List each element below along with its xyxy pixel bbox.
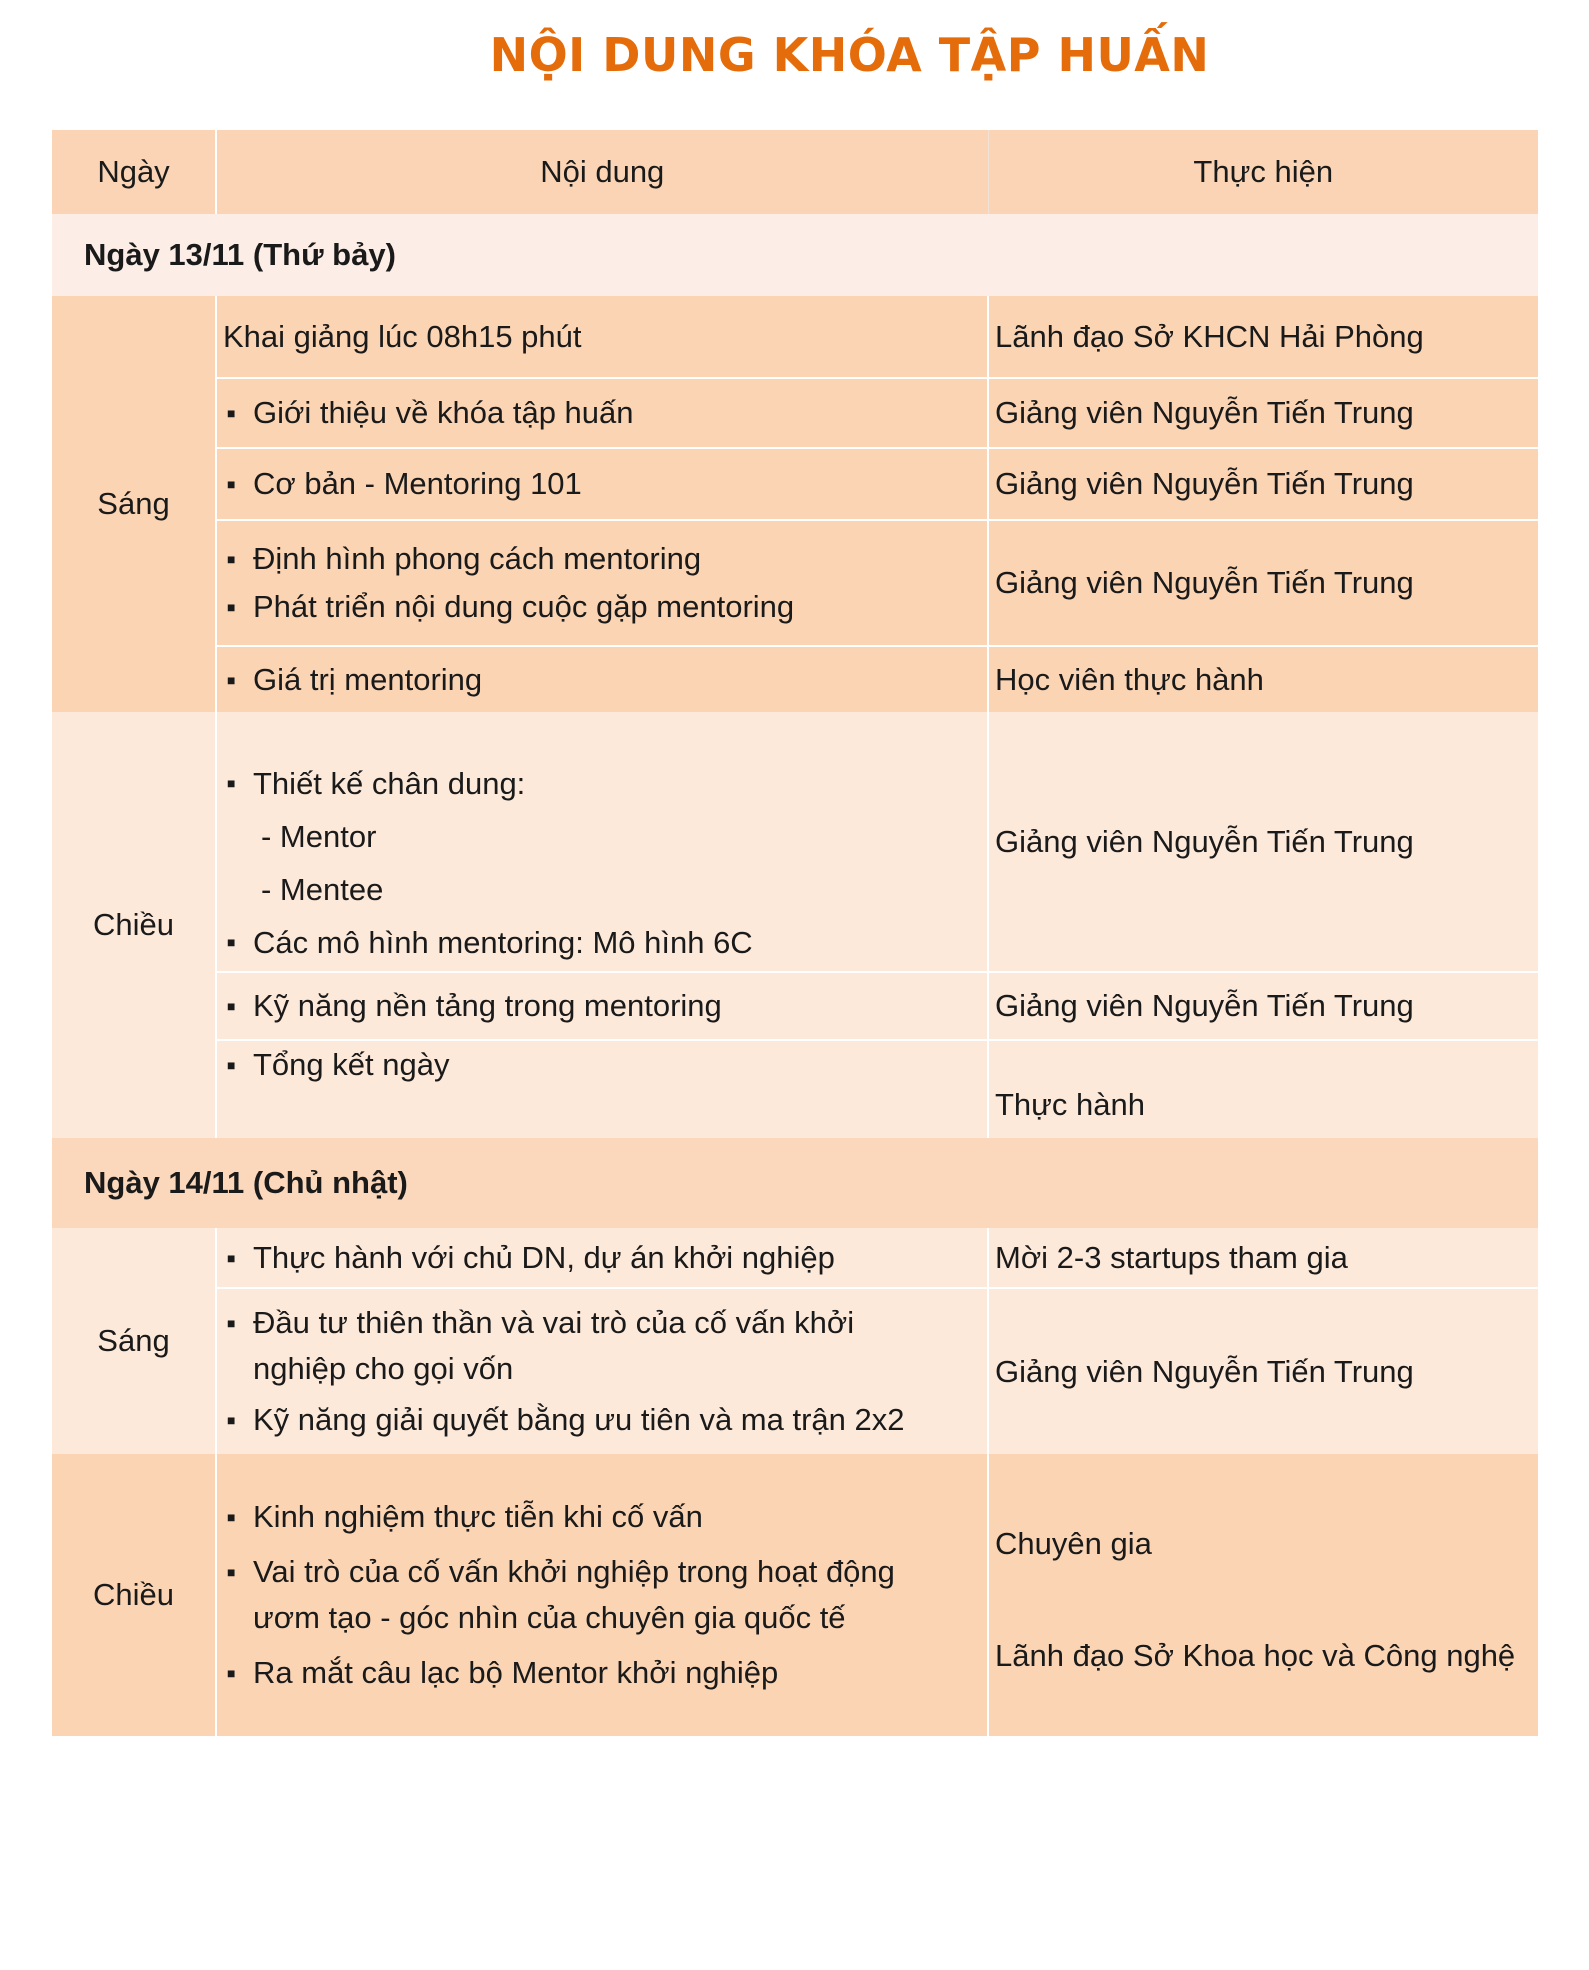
bullet-icon: ■ — [227, 934, 236, 950]
table-row — [52, 520, 1538, 646]
bullet-icon: ■ — [227, 1057, 236, 1073]
bullet-icon: ■ — [227, 599, 236, 615]
bullet-icon: ■ — [227, 1314, 236, 1331]
table-row — [52, 1454, 1538, 1736]
by-cell: Chuyên gia Lãnh đạo Sở Khoa học và Công nghệ — [988, 1454, 1538, 1736]
by-cell: Giảng viên Nguyễn Tiến Trung — [988, 520, 1538, 646]
by-cell: Mời 2-3 startups tham gia — [988, 1228, 1538, 1288]
content-cell: ■ Đầu tư thiên thần và vai trò của cố vấn khởi nghiệp cho gọi vốn ■ Kỹ năng giải quyết bằng ưu tiên và ma trận 2x2 — [216, 1288, 988, 1454]
bullet-icon: ■ — [227, 1249, 236, 1266]
by-cell: Giảng viên Nguyễn Tiến Trung — [988, 712, 1538, 972]
by-cell: Lãnh đạo Sở KHCN Hải Phòng — [988, 296, 1538, 378]
bullet-icon: ■ — [227, 1564, 236, 1580]
bullet-icon: ■ — [227, 671, 236, 688]
bullet-icon: ■ — [227, 1509, 236, 1525]
by-cell: Giảng viên Nguyễn Tiến Trung — [988, 972, 1538, 1040]
table-row — [52, 1228, 1538, 1288]
day-label: Ngày 13/11 (Thứ bảy) — [52, 214, 1538, 296]
content-cell: Khai giảng lúc 08h15 phút — [216, 296, 988, 378]
header-content: Nội dung — [216, 130, 988, 214]
page-title: NỘI DUNG KHÓA TẬP HUẤN — [489, 28, 1210, 82]
bullet-icon: ■ — [227, 775, 236, 791]
period-cell: Chiều — [52, 712, 216, 1138]
content-cell: ■ Kinh nghiệm thực tiễn khi cố vấn ■ Vai trò của cố vấn khởi nghiệp trong hoạt động ươm tạo - góc nhìn của chuyên gia quốc tế ■ Ra mắt câu lạc bộ Mentor khởi nghiệp — [216, 1454, 988, 1736]
by-cell: Giảng viên Nguyễn Tiến Trung — [988, 1288, 1538, 1454]
by-cell: Giảng viên Nguyễn Tiến Trung — [988, 448, 1538, 520]
table-row — [52, 378, 1538, 448]
content-cell: ■ Kỹ năng nền tảng trong mentoring — [216, 972, 988, 1040]
content-cell: ■ Thiết kế chân dung: - Mentor - Mentee ■ Các mô hình mentoring: Mô hình 6C — [216, 712, 988, 972]
content-cell: ■ Thực hành với chủ DN, dự án khởi nghiệp — [216, 1228, 988, 1288]
day-row — [52, 214, 1538, 296]
table-row — [52, 296, 1538, 378]
content-cell: ■ Giá trị mentoring — [216, 646, 988, 712]
day-row — [52, 1138, 1538, 1228]
content-cell: ■ Tổng kết ngày — [216, 1040, 988, 1138]
table-header-row — [52, 130, 1538, 214]
by-cell: Thực hành — [988, 1040, 1538, 1138]
period-cell: Chiều — [52, 1454, 216, 1736]
header-day: Ngày — [52, 130, 216, 214]
bullet-icon: ■ — [227, 998, 236, 1014]
period-cell: Sáng — [52, 1228, 216, 1454]
bullet-icon: ■ — [227, 551, 236, 567]
content-cell: ■ Cơ bản - Mentoring 101 — [216, 448, 988, 520]
bullet-icon: ■ — [227, 1665, 236, 1681]
table-row — [52, 972, 1538, 1040]
period-cell: Sáng — [52, 296, 216, 712]
header-by: Thực hiện — [988, 130, 1538, 214]
content-cell: ■ Giới thiệu về khóa tập huấn — [216, 378, 988, 448]
table-row — [52, 646, 1538, 712]
by-cell: Học viên thực hành — [988, 646, 1538, 712]
bullet-icon: ■ — [227, 1411, 236, 1428]
schedule-table — [52, 130, 1538, 1736]
bullet-icon: ■ — [227, 476, 236, 492]
table-row — [52, 1040, 1538, 1138]
table-row — [52, 712, 1538, 972]
table-row — [52, 448, 1538, 520]
by-cell: Giảng viên Nguyễn Tiến Trung — [988, 378, 1538, 448]
day-label: Ngày 14/11 (Chủ nhật) — [52, 1138, 1538, 1228]
table-row — [52, 1288, 1538, 1454]
bullet-icon: ■ — [227, 405, 236, 421]
content-cell: ■ Định hình phong cách mentoring ■ Phát triển nội dung cuộc gặp mentoring — [216, 520, 988, 646]
